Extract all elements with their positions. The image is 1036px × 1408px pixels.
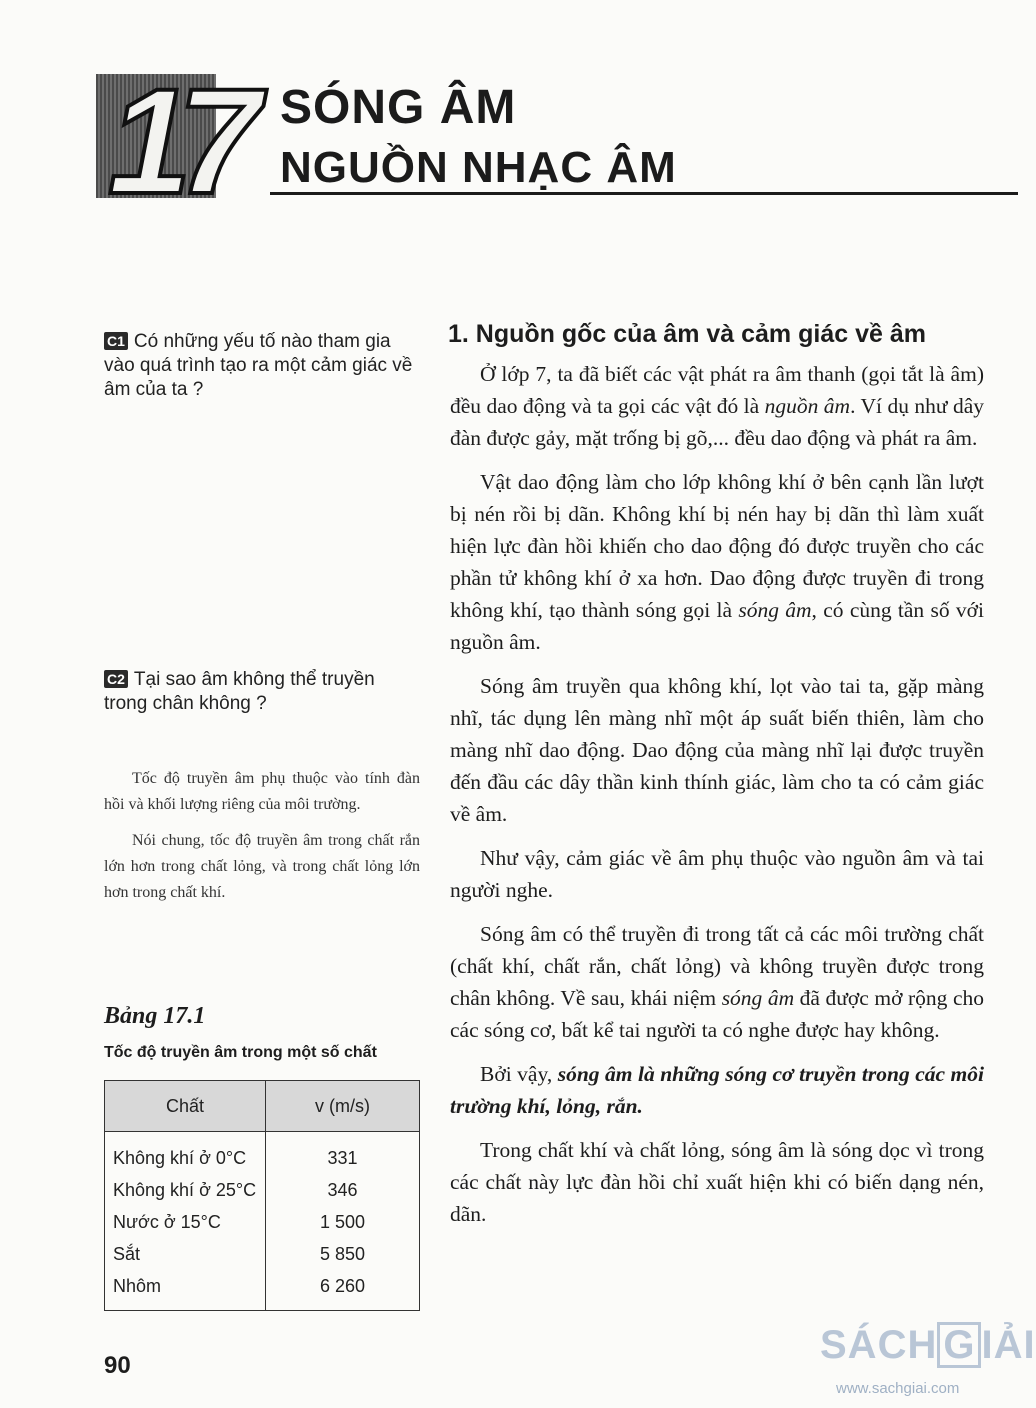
emphasis-term: sóng âm <box>721 986 795 1010</box>
text-run: đã được mở rộng cho các sóng cơ, bất kể tai người ta có nghe được hay không. <box>450 986 984 1042</box>
watermark-url: www.sachgiai.com <box>836 1380 960 1397</box>
main-text <box>450 358 984 1242</box>
text-run: Vật dao động làm cho lớp không khí ở bên cạnh lần lượt bị nén rồi bị dãn. Không khí bị nén hay bị dãn thì làm xuất hiện lực đàn hồi khiến cho dao động đó được truyền cho các phần tử không khí ở xa hơn. Dao động được truyền đi trong không khí, tạo thành sóng gọi là <box>450 470 984 622</box>
paragraph <box>450 918 984 1046</box>
table-cell-substance: Nhôm <box>105 1270 266 1311</box>
table-cell-substance: Sắt <box>105 1238 266 1270</box>
question-c1-badge: C1 <box>104 332 128 350</box>
table-row <box>105 1270 420 1311</box>
question-c2 <box>104 668 422 716</box>
emphasis-term: sóng âm <box>738 598 812 622</box>
question-c2-text: Tại sao âm không thể truyền trong chân không ? <box>104 669 375 714</box>
text-run: Bởi vậy, <box>480 1062 558 1086</box>
question-c2-badge: C2 <box>104 670 128 688</box>
table-row <box>105 1238 420 1270</box>
paragraph: Như vậy, cảm giác về âm phụ thuộc vào nguồn âm và tai người nghe. <box>450 846 984 902</box>
side-note-paragraph: Tốc độ truyền âm phụ thuộc vào tính đàn hồi và khối lượng riêng của môi trường. <box>104 770 420 813</box>
chapter-title-line2: NGUỒN NHẠC ÂM <box>280 143 677 192</box>
table-header-substance: Chất <box>105 1081 266 1132</box>
table-header-speed: v (m/s) <box>266 1081 420 1132</box>
watermark-logo <box>820 1322 1036 1368</box>
table-cell-speed: 6 260 <box>266 1270 420 1311</box>
table-cell-speed: 331 <box>266 1132 420 1175</box>
text-run: Sóng âm có thể truyền đi trong tất cả các môi trường chất (chất khí, chất rắn, chất lỏng) và không truyền được trong chân không. Về sau, khái niệm <box>450 922 984 1010</box>
definition-highlight: sóng âm là những sóng cơ truyền trong các môi trường khí, lỏng, rắn. <box>450 1062 984 1118</box>
table-cell-substance: Không khí ở 25°C <box>105 1174 266 1206</box>
paragraph: Trong chất khí và chất lỏng, sóng âm là sóng dọc vì trong các chất này lực đàn hồi chỉ xuất hiện khi có biến dạng nén, dãn. <box>450 1138 984 1226</box>
chapter-number: 17 <box>108 57 247 225</box>
table-cell-speed: 346 <box>266 1174 420 1206</box>
watermark-text: G <box>937 1322 981 1368</box>
table-caption: Bảng 17.1 <box>104 1003 206 1029</box>
emphasis-term: nguồn âm <box>764 394 851 418</box>
table-subtitle: Tốc độ truyền âm trong một số chất <box>104 1044 377 1061</box>
text-run: , có cùng tần số với nguồn âm. <box>450 598 984 654</box>
watermark-text: IẢI <box>981 1323 1036 1367</box>
chapter-title-line1: SÓNG ÂM <box>280 81 517 134</box>
paragraph: Sóng âm truyền qua không khí, lọt vào tai ta, gặp màng nhĩ, tác dụng lên màng nhĩ một áp suất biến thiên, làm cho màng nhĩ dao động. Dao động của màng nhĩ lại được truyền đến đầu các dây thần kinh thính giác, làm cho ta có cảm giác về âm. <box>450 674 984 826</box>
table-cell-speed: 1 500 <box>266 1206 420 1238</box>
question-c1-text: Có những yếu tố nào tham gia vào quá trình tạo ra một cảm giác về âm của ta ? <box>104 331 413 400</box>
paragraph <box>450 466 984 658</box>
side-note <box>104 766 420 916</box>
table-header-row <box>105 1081 420 1132</box>
table-row <box>105 1132 420 1175</box>
table-row <box>105 1206 420 1238</box>
paragraph <box>450 1058 984 1122</box>
speed-table <box>104 1080 420 1311</box>
watermark-text: SÁCH <box>820 1323 938 1367</box>
table-cell-substance: Không khí ở 0°C <box>105 1132 266 1175</box>
table-row <box>105 1174 420 1206</box>
page-number: 90 <box>104 1352 131 1379</box>
title-rule <box>270 192 1018 195</box>
table-cell-speed: 5 850 <box>266 1238 420 1270</box>
text-run: . Ví dụ như dây đàn được gảy, mặt trống bị gõ,... đều dao động và phát ra âm. <box>450 394 985 450</box>
table-cell-substance: Nước ở 15°C <box>105 1206 266 1238</box>
side-note-paragraph: Nói chung, tốc độ truyền âm trong chất rắn lớn hơn trong chất lỏng, và trong chất lỏng lớn hơn trong chất khí. <box>104 832 420 901</box>
question-c1 <box>104 330 422 402</box>
paragraph <box>450 358 984 454</box>
section-title: 1. Nguồn gốc của âm và cảm giác về âm <box>448 320 926 348</box>
text-run: Ở lớp 7, ta đã biết các vật phát ra âm thanh (gọi tắt là âm) đều dao động và ta gọi các vật đó là <box>450 362 984 418</box>
